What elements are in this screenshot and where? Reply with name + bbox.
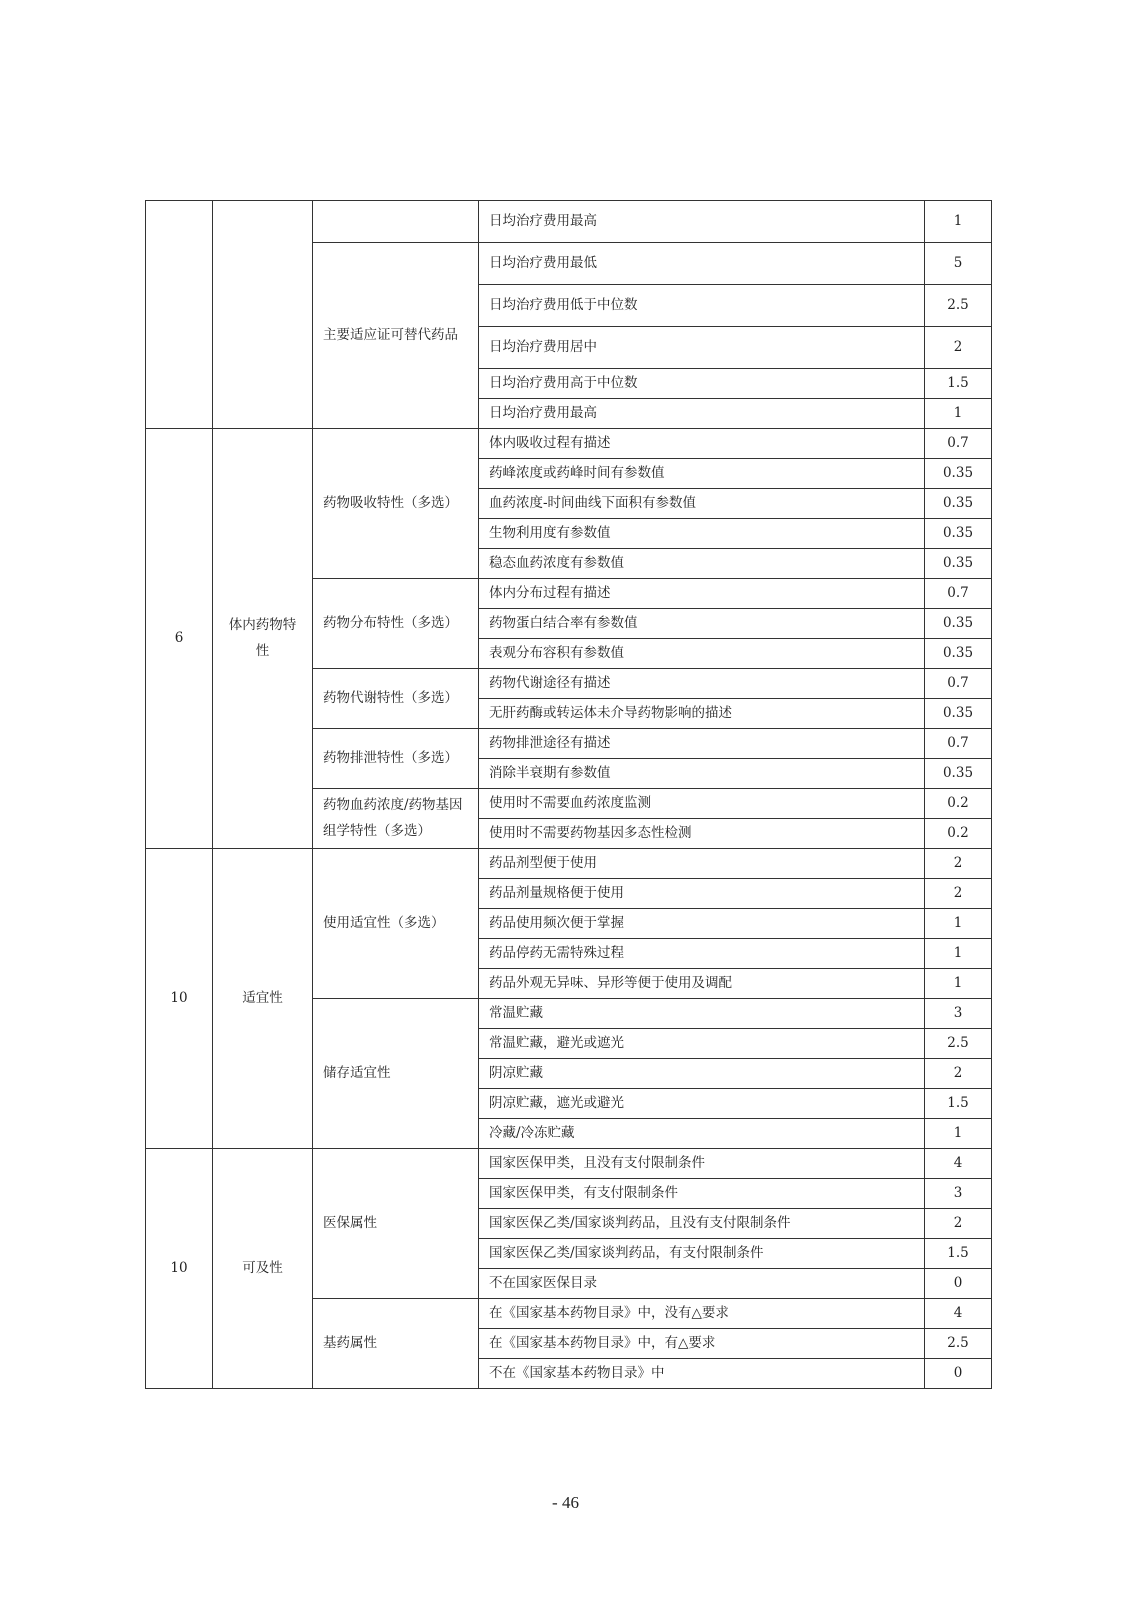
criterion-cell: 消除半衰期有参数值 xyxy=(479,759,925,789)
criterion-cell: 日均治疗费用最高 xyxy=(479,201,925,243)
subitem-cell: 药物代谢特性（多选） xyxy=(313,669,479,729)
criterion-cell: 药品剂型便于使用 xyxy=(479,849,925,879)
criterion-cell: 使用时不需要血药浓度监测 xyxy=(479,789,925,819)
criterion-cell: 阴凉贮藏 xyxy=(479,1059,925,1089)
scoring-table xyxy=(145,200,992,1389)
criterion-cell: 药物排泄途径有描述 xyxy=(479,729,925,759)
criterion-cell: 日均治疗费用高于中位数 xyxy=(479,369,925,399)
score-cell: 1.5 xyxy=(925,1239,992,1269)
criterion-cell: 药品使用频次便于掌握 xyxy=(479,909,925,939)
criterion-cell: 冷藏/冷冻贮藏 xyxy=(479,1119,925,1149)
score-cell: 1 xyxy=(925,909,992,939)
criterion-cell: 国家医保甲类，有支付限制条件 xyxy=(479,1179,925,1209)
score-cell: 0.35 xyxy=(925,759,992,789)
criterion-cell: 体内分布过程有描述 xyxy=(479,579,925,609)
score-cell: 0.35 xyxy=(925,459,992,489)
weight-cell: 10 xyxy=(146,1149,213,1389)
criterion-cell: 药品剂量规格便于使用 xyxy=(479,879,925,909)
criterion-cell: 使用时不需要药物基因多态性检测 xyxy=(479,819,925,849)
score-cell: 0.35 xyxy=(925,489,992,519)
subitem-cell xyxy=(313,201,479,243)
criterion-cell: 常温贮藏 xyxy=(479,999,925,1029)
criterion-cell: 药品外观无异味、异形等便于使用及调配 xyxy=(479,969,925,999)
score-cell: 0.35 xyxy=(925,699,992,729)
subitem-cell: 药物排泄特性（多选） xyxy=(313,729,479,789)
criterion-cell: 日均治疗费用最低 xyxy=(479,243,925,285)
score-cell: 2 xyxy=(925,327,992,369)
score-cell: 3 xyxy=(925,1179,992,1209)
subitem-cell: 药物吸收特性（多选） xyxy=(313,429,479,579)
criterion-cell: 在《国家基本药物目录》中，没有△要求 xyxy=(479,1299,925,1329)
criterion-cell: 药峰浓度或药峰时间有参数值 xyxy=(479,459,925,489)
score-cell: 0.2 xyxy=(925,789,992,819)
weight-cell: 6 xyxy=(146,429,213,849)
criterion-cell: 国家医保乙类/国家谈判药品，有支付限制条件 xyxy=(479,1239,925,1269)
criterion-cell: 阴凉贮藏，遮光或避光 xyxy=(479,1089,925,1119)
criterion-cell: 药物蛋白结合率有参数值 xyxy=(479,609,925,639)
score-cell: 0.35 xyxy=(925,519,992,549)
score-cell: 0.7 xyxy=(925,669,992,699)
criterion-cell: 药物代谢途径有描述 xyxy=(479,669,925,699)
criterion-cell: 生物利用度有参数值 xyxy=(479,519,925,549)
criterion-cell: 稳态血药浓度有参数值 xyxy=(479,549,925,579)
score-cell: 0.35 xyxy=(925,549,992,579)
item-cell: 可及性 xyxy=(213,1149,313,1389)
subitem-cell: 医保属性 xyxy=(313,1149,479,1299)
score-cell: 2 xyxy=(925,1059,992,1089)
score-cell: 0.7 xyxy=(925,429,992,459)
criterion-cell: 体内吸收过程有描述 xyxy=(479,429,925,459)
weight-cell xyxy=(146,201,213,429)
score-cell: 1 xyxy=(925,939,992,969)
criterion-cell: 表观分布容积有参数值 xyxy=(479,639,925,669)
score-cell: 1 xyxy=(925,201,992,243)
score-cell: 0.7 xyxy=(925,579,992,609)
subitem-cell: 储存适宜性 xyxy=(313,999,479,1149)
criterion-cell: 不在《国家基本药物目录》中 xyxy=(479,1359,925,1389)
criterion-cell: 药品停药无需特殊过程 xyxy=(479,939,925,969)
score-cell: 0.35 xyxy=(925,609,992,639)
table-row xyxy=(146,429,992,459)
weight-cell: 10 xyxy=(146,849,213,1149)
table-row xyxy=(146,1149,992,1179)
score-cell: 2.5 xyxy=(925,285,992,327)
item-cell: 体内药物特性 xyxy=(213,429,313,849)
subitem-cell: 药物分布特性（多选） xyxy=(313,579,479,669)
score-cell: 0.2 xyxy=(925,819,992,849)
subitem-cell: 使用适宜性（多选） xyxy=(313,849,479,999)
score-cell: 1 xyxy=(925,399,992,429)
table-row xyxy=(146,849,992,879)
score-cell: 4 xyxy=(925,1149,992,1179)
subitem-cell: 基药属性 xyxy=(313,1299,479,1389)
score-cell: 2.5 xyxy=(925,1329,992,1359)
page-number: - 46 xyxy=(552,1493,579,1512)
item-cell xyxy=(213,201,313,429)
criterion-cell: 日均治疗费用最高 xyxy=(479,399,925,429)
score-cell: 1.5 xyxy=(925,369,992,399)
score-cell: 4 xyxy=(925,1299,992,1329)
subitem-cell: 主要适应证可替代药品 xyxy=(313,243,479,429)
score-cell: 0.7 xyxy=(925,729,992,759)
criterion-cell: 日均治疗费用低于中位数 xyxy=(479,285,925,327)
score-cell: 1 xyxy=(925,969,992,999)
score-cell: 1.5 xyxy=(925,1089,992,1119)
score-cell: 2 xyxy=(925,849,992,879)
score-cell: 3 xyxy=(925,999,992,1029)
criterion-cell: 国家医保乙类/国家谈判药品，且没有支付限制条件 xyxy=(479,1209,925,1239)
score-cell: 0.35 xyxy=(925,639,992,669)
score-cell: 2 xyxy=(925,1209,992,1239)
criterion-cell: 不在国家医保目录 xyxy=(479,1269,925,1299)
table-row xyxy=(146,201,992,243)
score-cell: 0 xyxy=(925,1359,992,1389)
criterion-cell: 在《国家基本药物目录》中，有△要求 xyxy=(479,1329,925,1359)
criterion-cell: 日均治疗费用居中 xyxy=(479,327,925,369)
item-cell: 适宜性 xyxy=(213,849,313,1149)
subitem-cell: 药物血药浓度/药物基因组学特性（多选） xyxy=(313,789,479,849)
criterion-cell: 国家医保甲类，且没有支付限制条件 xyxy=(479,1149,925,1179)
criterion-cell: 常温贮藏，避光或遮光 xyxy=(479,1029,925,1059)
score-cell: 2.5 xyxy=(925,1029,992,1059)
score-cell: 1 xyxy=(925,1119,992,1149)
criterion-cell: 血药浓度-时间曲线下面积有参数值 xyxy=(479,489,925,519)
score-cell: 2 xyxy=(925,879,992,909)
criterion-cell: 无肝药酶或转运体未介导药物影响的描述 xyxy=(479,699,925,729)
score-cell: 0 xyxy=(925,1269,992,1299)
score-cell: 5 xyxy=(925,243,992,285)
